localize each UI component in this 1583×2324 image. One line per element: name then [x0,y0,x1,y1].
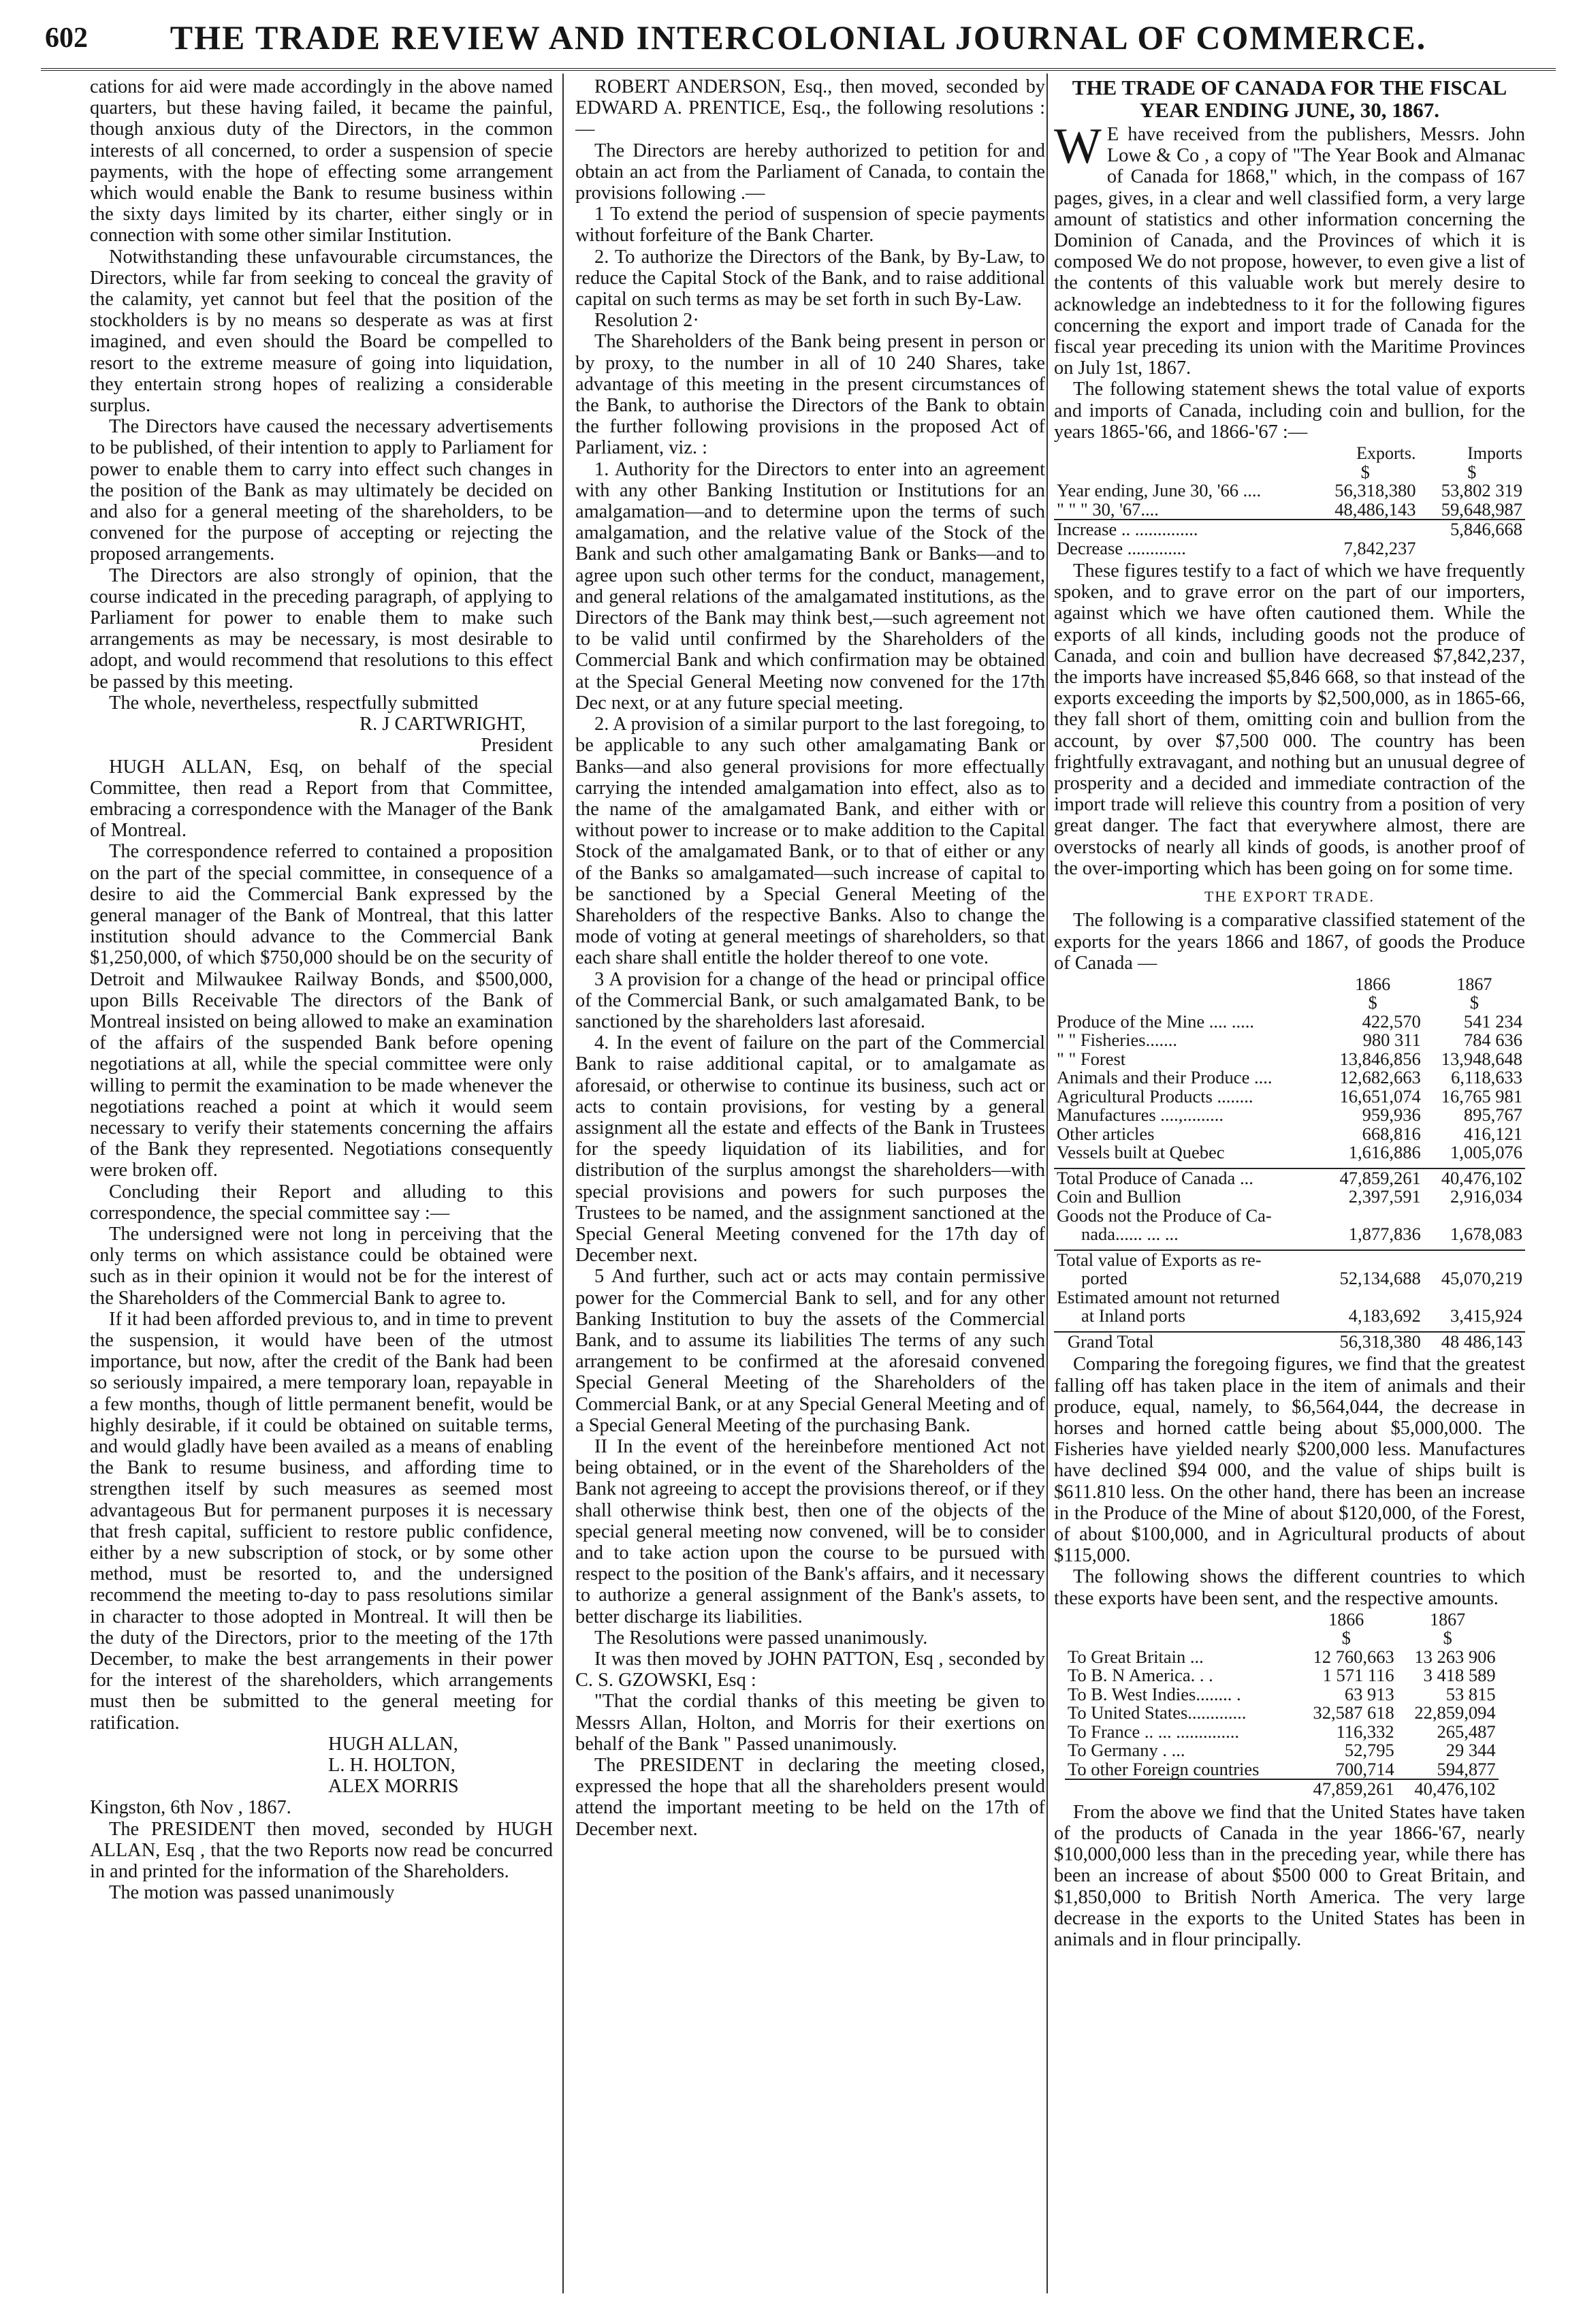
cell-value: 6,118,633 [1450,1067,1522,1088]
cell-value: 48 486,143 [1424,1332,1525,1352]
cell-value: 40,476,102 [1397,1779,1499,1799]
row-label: nada...... ... ... [1081,1224,1179,1245]
signatory: L. H. HOLTON, [328,1755,455,1777]
table-row [1054,1168,1525,1188]
paragraph [1054,118,1525,379]
table-row [1065,1779,1499,1799]
cell-value: 16,765 981 [1441,1085,1522,1107]
drop-cap: W [1054,118,1102,174]
paragraph: The following statement shews the total value of exports and imports of Canada, including coin and bullion, for the years 1865-'66, and 1866-'67 :— [1054,379,1525,443]
cell-value: 63 913 [1344,1683,1394,1704]
paragraph: 2. To authorize the Directors of the Bank, by By-Law, to reduce the Capital Stock of the Bank, and to raise additional capital on such terms as may be set forth in such By-Law. [575,246,1045,311]
row-label: To B. N America. . . [1068,1665,1213,1686]
cell-value: 2,397,591 [1348,1186,1421,1207]
row-label: " " " 30, '67.... [1057,498,1159,520]
cell-value: 668,816 [1362,1123,1421,1144]
cell-value: 784 636 [1463,1030,1522,1051]
cell-value: 16,651,074 [1339,1085,1421,1107]
column-3-trade-of-canada [1054,76,1525,2303]
column-divider-2 [1046,74,1048,2293]
table-header: 1867 [1456,974,1492,994]
row-label: To B. West Indies........ . [1068,1683,1241,1704]
signature-name: R. J CARTWRIGHT, [359,714,526,735]
row-label: Decrease ............. [1057,537,1186,558]
unit-label: $ [1341,1627,1351,1649]
unit-label: $ [1368,992,1377,1013]
table-row [1054,1269,1525,1288]
row-label: To United States............. [1068,1702,1247,1723]
cell-value: 32,587 618 [1313,1702,1394,1723]
cell-value: 700,714 [1335,1758,1394,1779]
row-label: Animals and their Produce .... [1057,1067,1273,1088]
cell-value: 48,486,143 [1334,498,1416,520]
row-label: To Great Britain ... [1068,1646,1204,1667]
cell-value: 5,846,668 [1418,520,1525,539]
table-row [1054,1332,1525,1352]
cell-value: 13,948,648 [1441,1048,1522,1069]
row-label: Estimated amount not returned [1057,1286,1280,1307]
paragraph: If it had been afforded previous to, and in time to prevent the suspension, it would have been of the utmost importance, but now, after the credit of the Bank had been so seriously impaired, a mere temporary loan, repayable in a few months, though of little permanent benefit, would be highly desirable, if it could be obtained on suitable terms, and would gladly have been availed as a means of enabling the Bank to resume business, and affording time to strengthen itself by such measures as seemed most advantageous But for permanent purposes it is necessary that fresh capital, sufficient to restore public confidence, either by a new subscription of stock, or by some other method, must be resorted to, and the undersigned recommend the meeting to-day to pass resolutions similar in character to those adopted in Montreal. It will then be the duty of the Directors, prior to the meeting of the 17th December, to make the best arrangements in their power for the interest of the shareholders, which arrangements must then be submitted to the general meeting for ratification. [90,1308,553,1734]
section-subhead: THE EXPORT TRADE. [1204,888,1375,906]
cell-value: 59,648,987 [1441,498,1522,520]
row-label: Agricultural Products ........ [1057,1085,1253,1107]
paragraph: ROBERT ANDERSON, Esq., then moved, seconded by EDWARD A. PRENTICE, Esq., the following resolutions :— [575,76,1045,140]
table-row [1065,1741,1499,1760]
table-header: 1867 [1430,1609,1466,1629]
row-label: To other Foreign countries [1068,1758,1260,1779]
cell-value: 52,134,688 [1339,1268,1421,1289]
cell-value: 12 760,663 [1313,1646,1394,1667]
paragraph: The PRESIDENT then moved, seconded by HUGH ALLAN, Esq , that the two Reports now read be concurred in and printed for the information of the Shareholders. [90,1818,553,1883]
cell-value: 116,332 [1336,1721,1394,1742]
header-rule [41,68,1556,71]
row-label: Total value of Exports as re- [1054,1250,1322,1270]
paragraph: The Shareholders of the Bank being present in person or by proxy, to the number in all of 10 240 Shares, take advantage of this meeting in the present circumstances of the Bank, to authorise the Directors of the Bank to obtain the further following provisions in the proposed Act of Parliament, viz. : [575,331,1045,459]
row-label: " " Fisheries....... [1057,1030,1177,1051]
cell-value: 1,678,083 [1450,1224,1522,1245]
paragraph: The Directors are hereby authorized to petition for and obtain an act from the Parliament of Canada, to contain the provisions following .— [575,140,1045,204]
cell-value: 53 815 [1445,1683,1496,1704]
paragraph: 4. In the event of failure on the part of the Commercial Bank to raise additional capital, or to amalgamate as aforesaid, or otherwise to continue its business, such act or acts to contain provisions, for vesting by a general assignment all the estate and effects of the Bank in Trustees for the speedy liquidation of its liabilities, and for distribution of the surplus amongst the shareholders—with special provisions and powers for such purposes the Trustees to be named, and the assignment sanctioned at the Special General Meeting convened for the 17th day of December next. [575,1032,1045,1267]
row-label: Vessels built at Quebec [1057,1142,1225,1163]
table-row [1065,1648,1499,1667]
row-label: Coin and Bullion [1057,1186,1181,1207]
paragraph: 1. Authority for the Directors to enter into an agreement with any other Banking Institution or Institutions for an amalgamation—and to determine upon the terms of such amalgamation, and the relative value of the Stock of the Bank and such other amalgamating Bank or Banks—and to agree upon such other terms for the conduct, management, and general relations of the amalgamated institutions, as the Directors of the Bank may think best,—such agreement not to be valid until confirmed by the Shareholders of the Commercial Bank and which confirmation may be obtained at the Special General Meeting now convened for the 17th Dec next, or at any future special meeting. [575,458,1045,714]
paragraph-text: E have received from the publishers, Messrs. John Lowe & Co , a copy of "The Year Book and Almanac of Canada for 1868," which, in the compass of 167 pages, gives, in a clear and well classified form, a very large amount of statistics and other information concerning the Dominion of Canada, and the Provinces of which it is composed We do not propose, however, to even give a list of the contents of this valuable work but merely desire to acknowledge an indebtedness to it for the following figures concerning the export and import trade of Canada for the fiscal year preceding its union with the Maritime Provinces on July 1st, 1867. [1054,124,1525,379]
paragraph: These figures testify to a fact of which we have frequently spoken, and to grave error on the part of our importers, against which we have often cautioned them. While the exports of all kinds, including goods not the produce of Canada, and coin and bullion have decreased $7,842,237, the imports have increased $5,846 668, so that instead of the exports exceeding the imports by $2,500,000, as in 1865-66, they fall short of them, omitting coin and bullion from the account, by over $7,500 000. The country has been frightfully extravagant, and nothing but an unusual degree of prosperity and a decided and immediate contraction of the import trade will relieve this country from a position of very great danger. The fact that everywhere almost, there are overstocks of nearly all kinds of goods, is another proof of the over-importing which has been going on for some time. [1054,560,1525,879]
cell-value: 2,916,034 [1450,1186,1522,1207]
row-label: Grand Total [1054,1332,1322,1352]
signatory: ALEX MORRIS [328,1776,459,1798]
row-label: Produce of the Mine .... ..... [1057,1010,1254,1032]
table-row [1054,1288,1525,1307]
table-row [1054,1207,1525,1226]
row-label: To France .. ... .............. [1068,1721,1240,1742]
exports-by-country-table [1065,1610,1499,1799]
paragraph: Notwithstanding these unfavourable circumstances, the Directors, while far from seeking to conceal the gravity of the calamity, yet cannot but feel that the position of the stockholders is by no means so desperate as was at first imagined, and even should the Board be compelled to resort to the extreme measure of going into liquidation, they entertain strong hopes of realizing a considerable surplus. [90,246,553,417]
article-title: THE TRADE OF CANADA FOR THE FISCAL YEAR ENDING JUNE, 30, 1867. [1072,76,1507,122]
table-row [1054,1307,1525,1326]
cell-value: 56,318,380 [1322,1332,1424,1352]
cell-value: 1,616,886 [1348,1142,1421,1163]
table-row [1065,1723,1499,1742]
paragraph: Concluding their Report and alluding to this correspondence, the special committee say :— [90,1181,553,1224]
table-header: 1866 [1355,974,1391,994]
paragraph: cations for aid were made accordingly in the above named quarters, but these having failed, it became the painful, though anxious duty of the Directors, in the common interests of all concerned, to order a suspension of specie payments, with the hope of effecting some arrangement which would enable the Bank to resume business within the sixty days limited by its charter, either singly or in connection with some other similar Institution. [90,76,553,246]
journal-title: THE TRADE REVIEW AND INTERCOLONIAL JOURNAL OF COMMERCE. [170,18,1427,57]
paragraph: "That the cordial thanks of this meeting be given to Messrs Allan, Holton, and Morris for their exertions on behalf of the Bank " Passed unanimously. [575,1691,1045,1755]
cell-value: 13,846,856 [1339,1048,1421,1069]
unit-label: $ [1360,461,1370,482]
column-1-bank-report [90,76,553,2303]
cell-value: 4,183,692 [1348,1305,1421,1326]
paragraph: From the above we find that the United States have taken of the products of Canada in the year 1866-'67, nearly $10,000,000 less than in the preceding year, while there has been an increase of about $500 000 to Great Britain, and $1,850,000 to British North America. The very large decrease in the exports to the United States has been in animals and in flour principally. [1054,1801,1525,1951]
cell-value: 1 571 116 [1322,1665,1394,1686]
table-row [1065,1760,1499,1780]
cell-value: 959,936 [1362,1104,1421,1126]
paragraph: 1 To extend the period of suspension of specie payments without forfeiture of the Bank Charter. [575,204,1045,246]
table-row [1054,1225,1525,1244]
cell-value: 3,415,924 [1450,1305,1522,1326]
table-row [1054,1125,1525,1144]
table-row [1054,1143,1525,1162]
masthead [41,12,1556,65]
page-number: 602 [45,22,88,54]
signatory: HUGH ALLAN, [328,1733,458,1755]
paragraph: 2. A provision of a similar purport to the last foregoing, to be applicable to any such other amalgamating Bank or Banks—and also general provisions for more effectually carrying the intended amalgamation into effect, also as to the name of the amalgamated Bank, and either with or without power to increase or to make addition to the Capital Stock of the amalgamated Bank, or to that of either or any of the Banks so amalgamated—such increase of capital to be sanctioned by a Special General Meeting of the Shareholders of the respective Banks. Also to change the mode of voting at general meetings of shareholders, so that each share shall entitle the holder thereof to one vote. [575,714,1045,969]
table-row [1054,539,1525,558]
paragraph: The following shows the different countries to which these exports have been sent, and the respective amounts. [1054,1566,1525,1609]
table-row [1054,1087,1525,1107]
paragraph: Resolution 2· [594,310,699,332]
cell-value: 265,487 [1437,1721,1496,1742]
paragraph: The Directors have caused the necessary advertisements to be published, of their intention to apply to Parliament for power to enable them to carry into effect such changes in the position of the Bank as may ultimately be decided on and also for a general meeting of the shareholders, to be convened for the purpose of accepting or rejecting the proposed arrangements. [90,416,553,565]
paragraph: 5 And further, such act or acts may contain permissive power for the Commercial Bank to sell, and for any other Banking Institution to buy the assets of the Commercial Bank, and to assume its liabilities The terms of any such arrangement to be confirmed at the aforesaid convened Special General Meeting of the Shareholders of the Commercial Bank, or at any Special General Meeting and of a Special General Meeting of the purchasing Bank. [575,1266,1045,1436]
cell-value: 13 263 906 [1414,1646,1496,1667]
row-label: at Inland ports [1081,1305,1186,1326]
cell-value: 422,570 [1362,1010,1421,1032]
unit-label: $ [1469,992,1479,1013]
table-row [1065,1685,1499,1704]
paragraph: HUGH ALLAN, Esq, on behalf of the special Committee, then read a Report from that Committee, embracing a correspondence with the Manager of the Bank of Montreal. [90,756,553,842]
paragraph: The whole, nevertheless, respectfully submitted [109,692,479,714]
cell-value: 40,476,102 [1424,1168,1525,1188]
unit-label: $ [1443,1627,1452,1649]
cell-value: 594,877 [1437,1758,1496,1779]
column-divider-1 [562,74,564,2293]
cell-value: 53,802 319 [1441,480,1522,501]
paragraph: The motion was passed unanimously [109,1882,395,1904]
paragraph: It was then moved by JOHN PATTON, Esq , seconded by C. S. GZOWSKI, Esq : [575,1649,1045,1691]
cell-value: 895,767 [1463,1104,1522,1126]
column-2-resolutions [575,76,1045,2303]
table-header: Exports. [1356,443,1416,464]
paragraph: The undersigned were not long in perceiving that the only terms on which assistance could be obtained were such as in their opinion it would not be for the interest of the Shareholders of the Commercial Bank to agree to. [90,1223,553,1309]
paragraph: Comparing the foregoing figures, we find that the greatest falling off has taken place in the item of animals and their produce, equal, namely, to $6,564,044, the decrease in horses and horned cattle being about $5,000,000. The Fisheries have yielded nearly $200,000 less. Manufactures have declined $94 000, and the value of ships built is $611.810 less. On the other hand, there has been an increase in the Produce of the Mine of about $120,000, of the Forest, of about $100,000, and in Agricultural products of about $115,000. [1054,1354,1525,1567]
cell-value: 47,859,261 [1296,1779,1397,1799]
row-label: Goods not the Produce of Ca- [1057,1205,1272,1226]
cell-value: 7,842,237 [1343,537,1416,558]
cell-value: 3 418 589 [1423,1665,1496,1686]
cell-value: 541 234 [1463,1010,1522,1032]
exports-imports-table [1054,444,1525,558]
cell-value: 56,318,380 [1334,480,1416,501]
unit-label: $ [1467,461,1477,482]
cell-value: 45,070,219 [1441,1268,1522,1289]
row-label: Other articles [1057,1123,1155,1144]
cell-value: 1,877,836 [1348,1224,1421,1245]
table-header: 1866 [1328,1609,1364,1629]
paragraph: 3 A provision for a change of the head or principal office of the Commercial Bank, or such amalgamated Bank, to be sanctioned by the shareholders last aforesaid. [575,968,1045,1032]
table-row [1065,1666,1499,1685]
table-row [1054,1106,1525,1125]
cell-value: 416,121 [1463,1123,1522,1144]
table-row [1054,500,1525,520]
paragraph: II In the event of the hereinbefore mentioned Act not being obtained, or in the event of the Shareholders of the Bank not agreeing to accept the provisions thereof, or if they shall otherwise think best, then one of the objects of the special general meeting now convened, will be to consider and to take action upon the course to be pursued with respect to the position of the Bank's affairs, and it necessary to authorize a general assignment of the Bank's assets, to better discharge its liabilities. [575,1436,1045,1627]
table-row [1054,1031,1525,1050]
paragraph: The following is a comparative classified statement of the exports for the years 1866 and 1867, of goods the Produce of Canada — [1054,910,1525,974]
table-row [1054,520,1525,539]
row-label: To Germany . ... [1068,1740,1185,1761]
row-label: " " Forest [1057,1048,1126,1069]
table-row [1054,1188,1525,1207]
cell-value: 52,795 [1344,1740,1394,1761]
paragraph: The Resolutions were passed unanimously. [594,1627,928,1649]
row-label: Total Produce of Canada ... [1054,1168,1322,1188]
table-header: Imports [1467,443,1522,464]
exports-by-class-table [1054,975,1525,1352]
row-label: ported [1081,1268,1128,1289]
paragraph: The PRESIDENT in declaring the meeting closed, expressed the hope that all the shareholders present would attend the important meeting to be held on the 17th of December next. [575,1755,1045,1840]
table-row [1054,1013,1525,1032]
cell-value: 29 344 [1445,1740,1496,1761]
table-row [1054,481,1525,500]
table-row [1054,1250,1525,1270]
paragraph: The correspondence referred to contained a proposition on the part of the special committee, in consequence of a desire to aid the Commercial Bank expressed by the general manager of the Bank of Montreal, that this latter institution should advance to the Commercial Bank $1,250,000, of which $750,000 should be on the security of Detroit and Milwaukee Railway Bonds, and $500,000, upon Bills Receivable The directors of the Bank of Montreal insisted on being allowed to make an examination of the affairs of the suspended Bank before opening negotiations at all, while the special committee were only willing to permit the examination to be made whenever the negotiations reached a point at which it would seem necessary to verify their statements concerning the affairs of the Bank they represented. Negotiations consequently were broken off. [90,841,553,1181]
cell-value: 1,005,076 [1450,1142,1522,1163]
table-row [1054,1068,1525,1087]
row-label: Manufactures ....,......... [1057,1104,1224,1126]
cell-value: 12,682,663 [1339,1067,1421,1088]
paragraph: The Directors are also strongly of opinion, that the course indicated in the preceding paragraph, of applying to Parliament for power to enable them to make such arrangements as may be necessary, is most desirable to adopt, and would recommend that resolutions to this effect be passed by this meeting. [90,564,553,693]
signature-title: President [481,735,553,757]
row-label: Year ending, June 30, '66 .... [1057,480,1262,501]
dateline: Kingston, 6th Nov , 1867. [90,1797,291,1819]
table-row [1065,1704,1499,1723]
row-label: Increase .. .............. [1054,520,1312,539]
cell-value: 47,859,261 [1322,1168,1424,1188]
table-row [1054,1050,1525,1069]
cell-value: 980 311 [1362,1030,1421,1051]
cell-value: 22,859,094 [1414,1702,1496,1723]
